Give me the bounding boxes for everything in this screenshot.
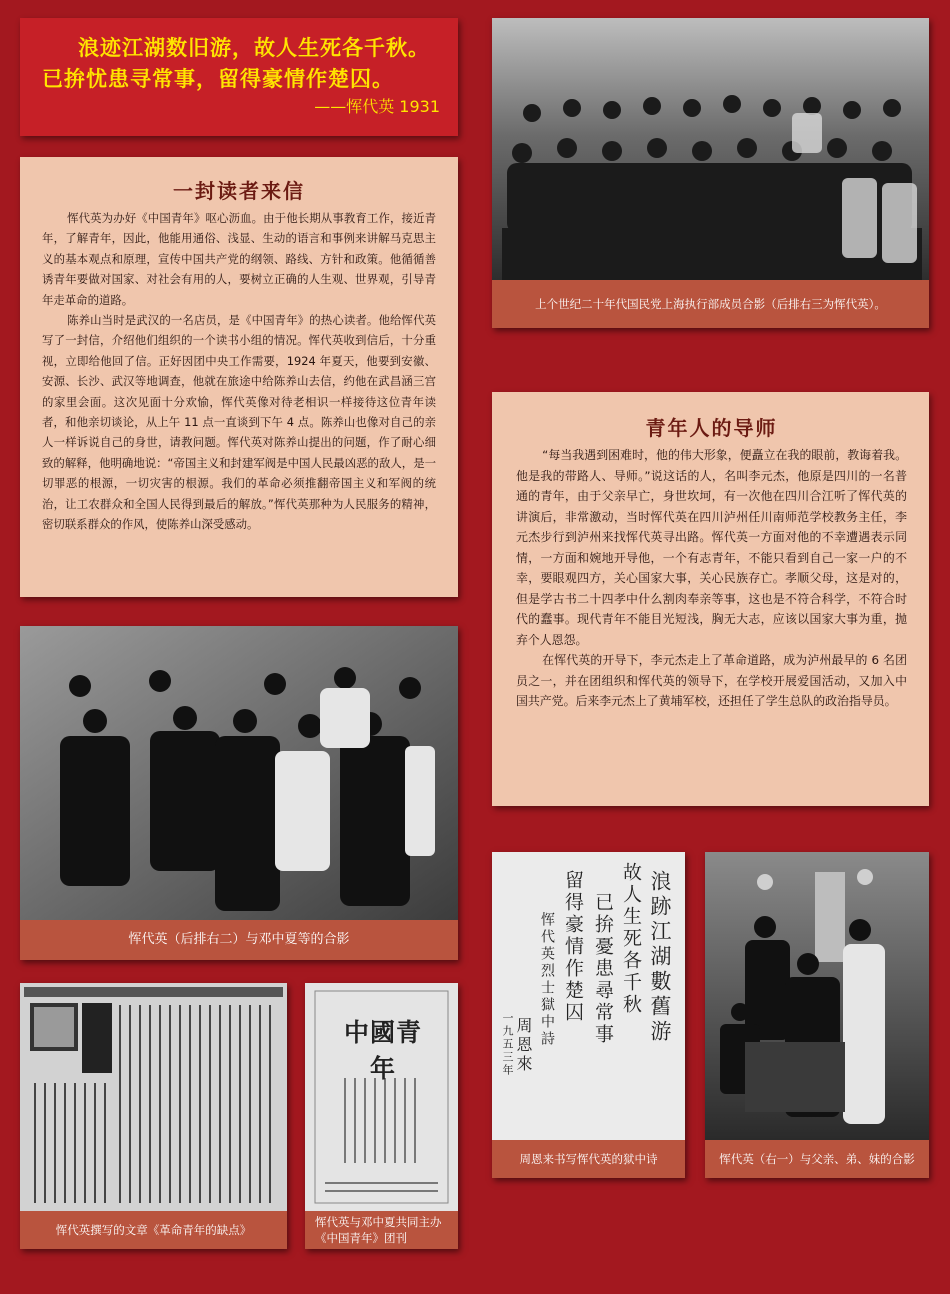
calligraphy-column: 浪跡江湖數舊游 bbox=[648, 870, 672, 1045]
journal-card bbox=[305, 983, 458, 1249]
journal-caption: 恽代英与邓中夏共同主办《中国青年》团刊 bbox=[305, 1211, 458, 1249]
group-photo-caption: 上个世纪二十年代国民党上海执行部成员合影（后排右三为恽代英）。 bbox=[492, 280, 929, 328]
mentor-panel-title: 青年人的导师 bbox=[645, 416, 778, 440]
deng-photo-caption: 恽代英（后排右二）与邓中夏等的合影 bbox=[20, 920, 458, 960]
poem-signature: ——恽代英 1931 bbox=[314, 97, 440, 116]
calligraphy-column: 已拚憂患尋常事 bbox=[592, 892, 614, 1046]
letter-panel bbox=[20, 157, 458, 597]
article-card bbox=[20, 983, 287, 1249]
calligraphy-column: 周恩來 bbox=[514, 1017, 533, 1074]
mentor-panel bbox=[492, 392, 929, 806]
group-photo-card bbox=[492, 18, 929, 328]
calligraphy-card bbox=[492, 852, 685, 1178]
letter-panel-title: 一封读者来信 bbox=[173, 179, 305, 203]
calligraphy-column: 一九五三年 bbox=[501, 1012, 514, 1077]
deng-photo-image bbox=[20, 626, 458, 920]
poem-banner bbox=[20, 18, 458, 136]
calligraphy-caption: 周恩来书写恽代英的狱中诗 bbox=[492, 1140, 685, 1178]
mentor-paragraph: 在恽代英的开导下，李元杰走上了革命道路，成为泸州最早的 6 名团员之一，并在团组织和恽代英的领导下，在学校开展爱国活动，又加入中国共产党。后来李元杰上了黄埔军校，还担任了学生总队的政治指导员。 bbox=[516, 653, 907, 708]
poem-line-1: 浪迹江湖数旧游，故人生死各千秋。 bbox=[78, 36, 430, 60]
family-photo-caption: 恽代英（右一）与父亲、弟、妹的合影 bbox=[705, 1140, 929, 1178]
calligraphy-column: 恽代英烈士獄中詩 bbox=[539, 912, 555, 1048]
deng-photo-card bbox=[20, 626, 458, 960]
calligraphy-column: 留得豪情作楚囚 bbox=[562, 870, 584, 1024]
calligraphy-image bbox=[492, 852, 685, 1140]
family-photo-card bbox=[705, 852, 929, 1178]
family-photo-image bbox=[705, 852, 929, 1140]
letter-paragraph: 恽代英为办好《中国青年》呕心沥血。由于他长期从事教育工作，接近青年，了解青年，因此，他能用通俗、浅显、生动的语言和事例来讲解马克思主义的基本观点和原理，宣传中国共产党的纲领、路线、方针和政策。他循循善诱青年要做对国家、对社会有用的人，要树立正确的人生观、世界观，引导青年走革命的道路。 bbox=[42, 211, 436, 307]
group-photo-image bbox=[492, 18, 929, 280]
article-caption: 恽代英撰写的文章《革命青年的缺点》 bbox=[20, 1211, 287, 1249]
article-image bbox=[20, 983, 287, 1211]
calligraphy-column: 故人生死各千秋 bbox=[620, 862, 642, 1016]
journal-title: 中國青年 bbox=[343, 1018, 422, 1083]
poem-line-2: 已拚忧患寻常事，留得豪情作楚囚。 bbox=[42, 67, 394, 91]
letter-paragraph: 陈养山当时是武汉的一名店员，是《中国青年》的热心读者。他给恽代英写了一封信，介绍他们组织的一个读书小组的情况。恽代英收到信后，十分重视，立即给他回了信。正好因团中央工作需要，1924 年夏天，他要到安徽、安源、长沙、武汉等地调查，他就在旅途中给陈养山去信，约他在武昌涵三宫的家里会面。这次见面十分欢愉，恽代英像对待老相识一样接待这位青年读者，和他亲切谈论，从上午 11 点一直谈到下午 4 点。陈养山也像对自己的亲人一样诉说自己的身世，请教问题。恽代英对陈养山提出的问题，作了耐心细致的解释，他明确地说：“帝国主义和封建军阀是中国人民最凶恶的敌人，是一切罪恶的根源，一切灾害的根源。我们的革命必须推翻帝国主义和军阀的统治，让工农群众和全国人民得到最后的解放。”恽代英那种为人民服务的精神，密切联系群众的作风，使陈养山深受感动。 bbox=[42, 313, 436, 532]
mentor-paragraph: “每当我遇到困难时，他的伟大形象，便矗立在我的眼前，教诲着我。他是我的带路人、导师。”说这话的人，名叫李元杰，他原是四川的一名普通的青年，由于父亲早亡，身世坎坷，有一次他在四川合江听了恽代英的讲演后，非常激动，当时恽代英在四川泸州任川南师范学校教务主任，李元杰步行到泸州来找恽代英寻出路。恽代英一方面对他的不幸遭遇表示同情，一方面和婉地开导他，一个有志青年，不能只看到自己一家一户的不幸，要眼观四方，关心国家大事，关心民族存亡。孝顺父母，这是对的，但是学古书二十四孝中什么割肉奉亲等事，这也是不符合科学，不符合时代的蠢事。现代青年不能目光短浅，胸无大志，应该以国家大事为重，抛弃个人恩怨。 bbox=[516, 448, 907, 647]
